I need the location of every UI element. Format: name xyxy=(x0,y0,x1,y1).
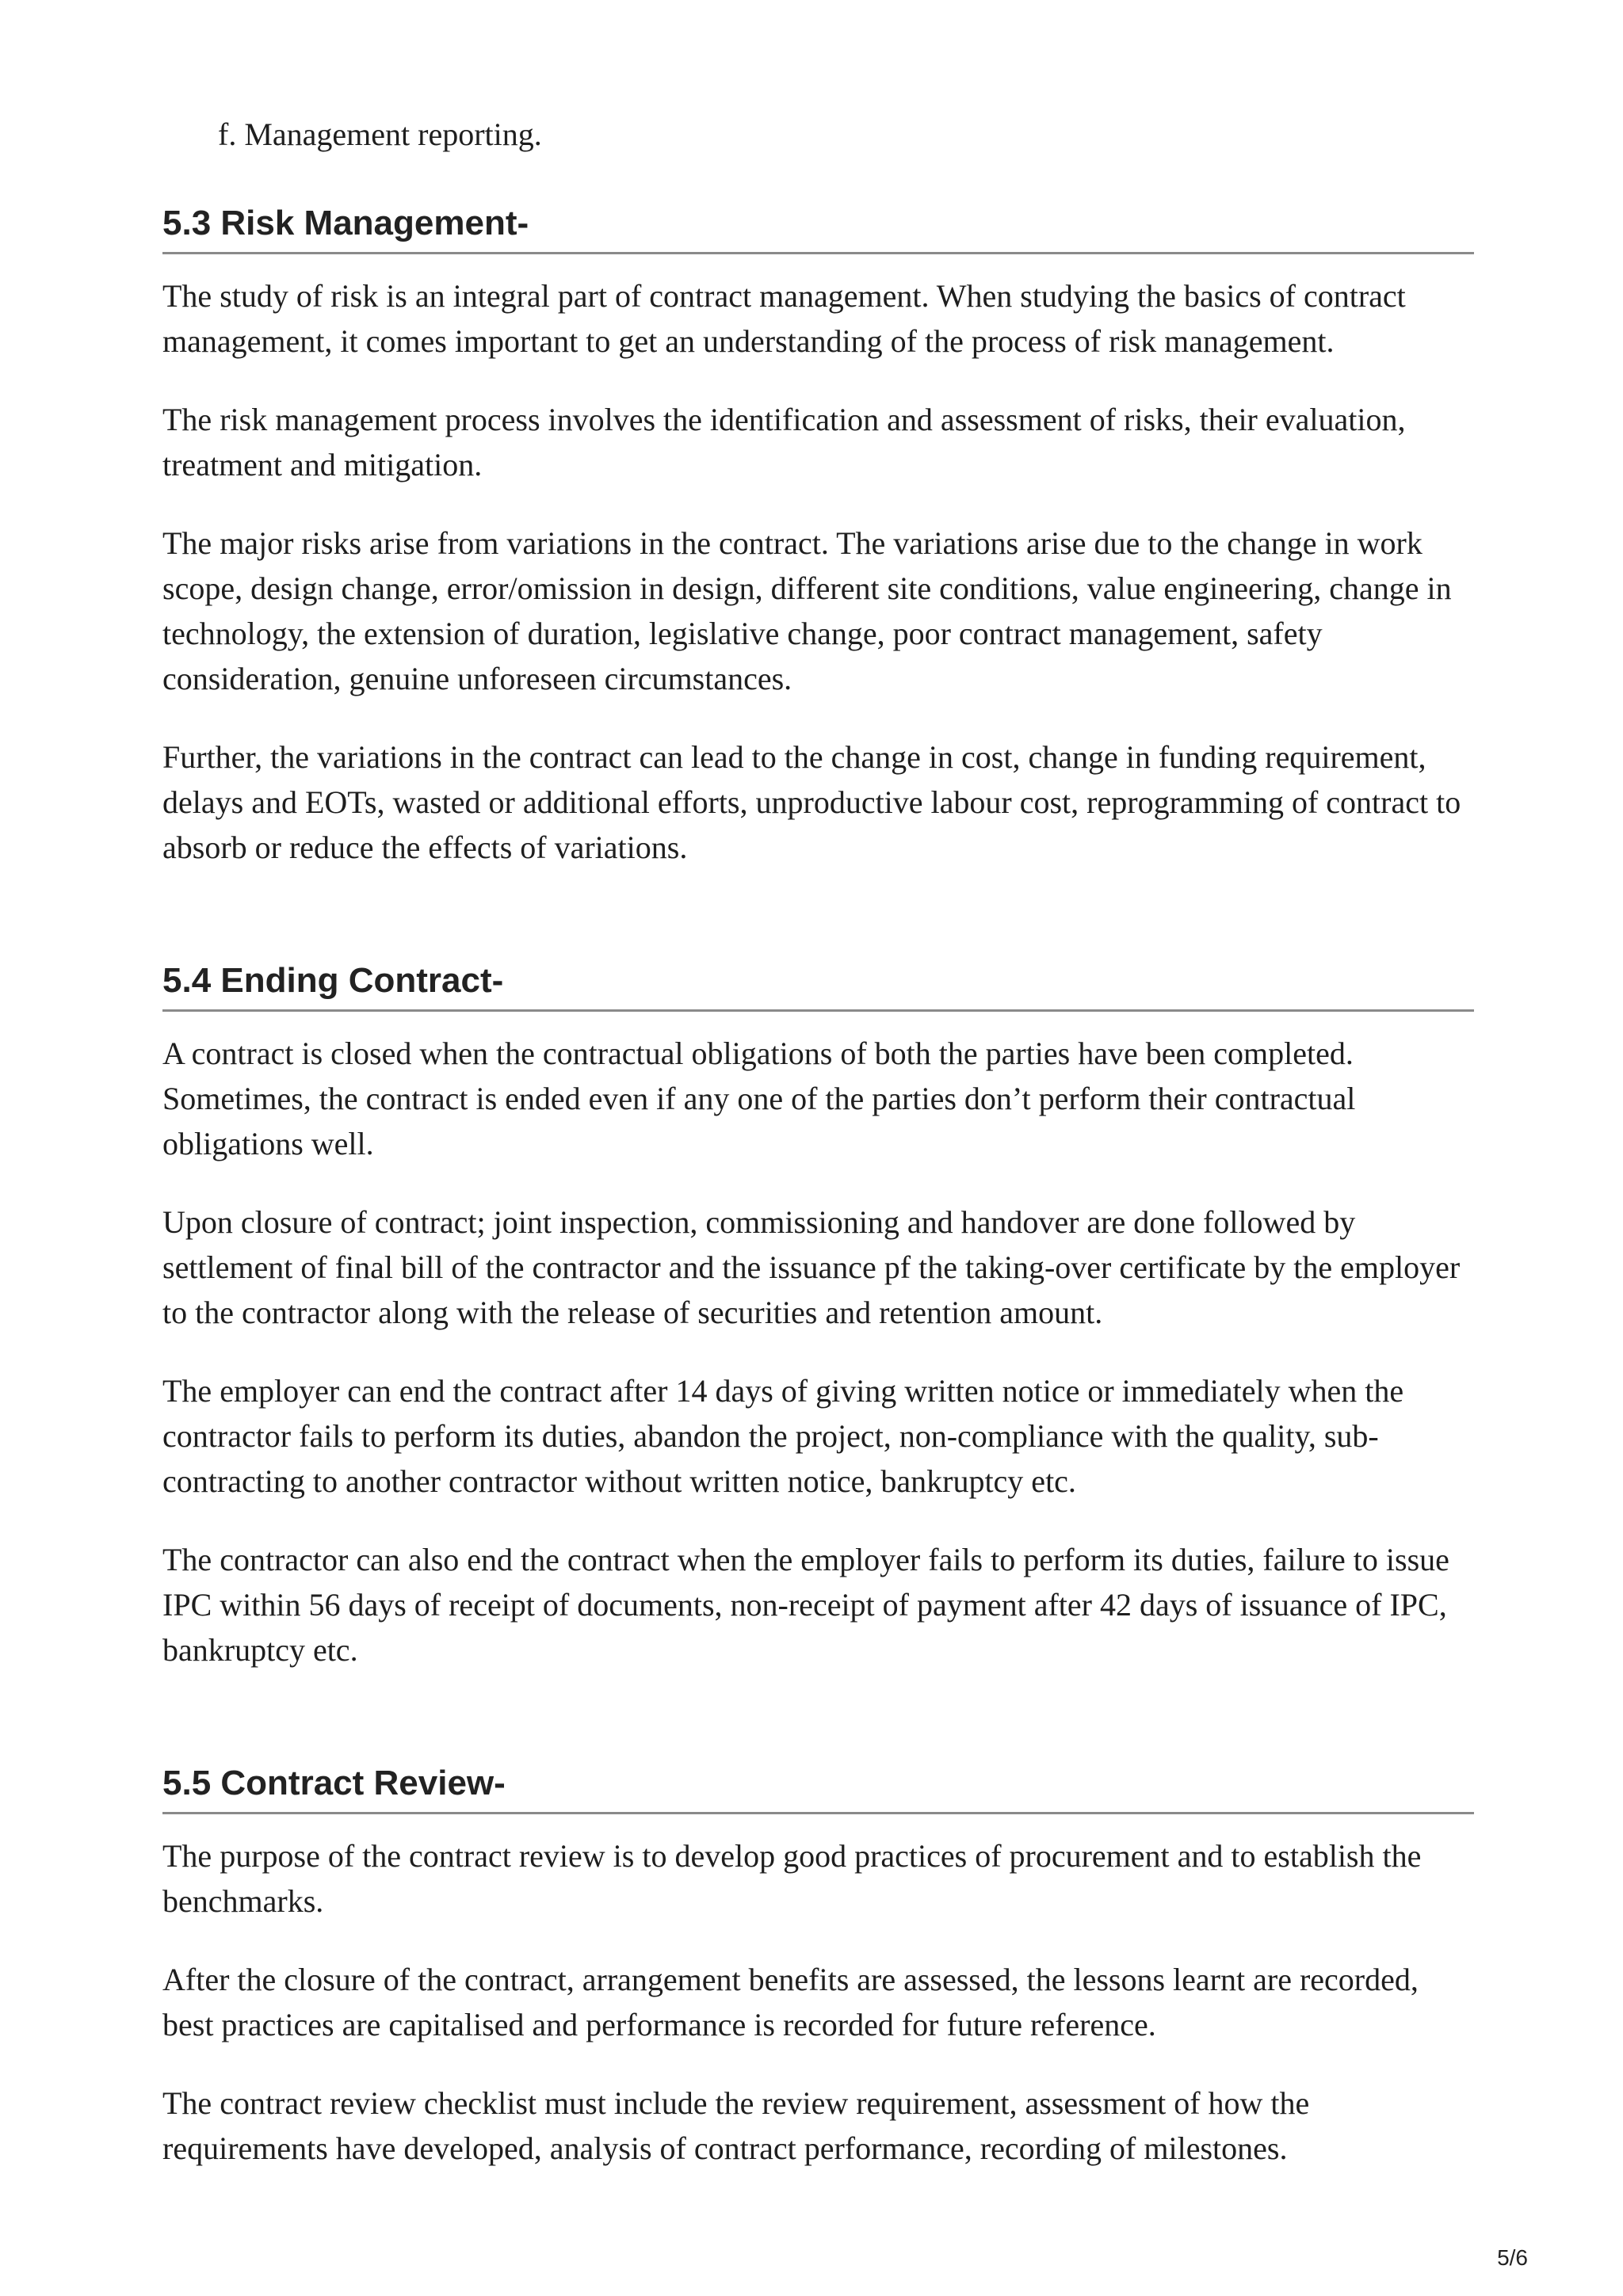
paragraph: Further, the variations in the contract can lead to the change in cost, change in funding requirement, delays and EOTs, wasted or additional efforts, unproductive labour cost, reprogramming of contract to absorb or reduce the effects of variations. xyxy=(162,739,1461,865)
paragraph: A contract is closed when the contractual obligations of both the parties have been completed. Sometimes, the contract is ended even if any one of the parties don’t perform their contractual obligations well. xyxy=(162,1035,1356,1161)
section-risk-management xyxy=(162,200,1474,870)
list-item-management-reporting: f. Management reporting. xyxy=(218,116,542,152)
section-heading: 5.3 Risk Management- xyxy=(162,200,1474,254)
paragraph: The study of risk is an integral part of contract management. When studying the basics of contract management, it comes important to get an understanding of the process of risk management. xyxy=(162,278,1406,359)
section-ending-contract xyxy=(162,957,1474,1672)
paragraph: The risk management process involves the identification and assessment of risks, their evaluation, treatment and mitigation. xyxy=(162,402,1406,482)
page-number: 5/6 xyxy=(1497,2245,1528,2270)
paragraph: The major risks arise from variations in the contract. The variations arise due to the change in work scope, design change, error/omission in design, different site conditions, value engineering, change in technology, the extension of duration, legislative change, poor contract management, safety consideration, genuine unforeseen circumstances. xyxy=(162,525,1452,696)
section-heading: 5.5 Contract Review- xyxy=(162,1760,1474,1814)
paragraph: The contract review checklist must include the review requirement, assessment of how the requirements have developed, analysis of contract performance, recording of milestones. xyxy=(162,2085,1310,2166)
section-heading: 5.4 Ending Contract- xyxy=(162,957,1474,1012)
paragraph: Upon closure of contract; joint inspection, commissioning and handover are done followed by settlement of final bill of the contractor and the issuance pf the taking-over certificate by the employer to the contractor along with the release of securities and retention amount. xyxy=(162,1204,1461,1330)
paragraph: After the closure of the contract, arrangement benefits are assessed, the lessons learnt are recorded, best practices are capitalised and performance is recorded for future reference. xyxy=(162,1962,1419,2042)
paragraph: The employer can end the contract after 14 days of giving written notice or immediately when the contractor fails to perform its duties, abandon the project, non-compliance with the quality, sub-contracting to another contractor without written notice, bankruptcy etc. xyxy=(162,1373,1404,1499)
section-contract-review xyxy=(162,1760,1474,2171)
paragraph: The contractor can also end the contract when the employer fails to perform its duties, failure to issue IPC within 56 days of receipt of documents, non-receipt of payment after 42 days of issuance of IPC, bankruptcy etc. xyxy=(162,1542,1449,1668)
paragraph: The purpose of the contract review is to develop good practices of procurement and to establish the benchmarks. xyxy=(162,1838,1422,1919)
